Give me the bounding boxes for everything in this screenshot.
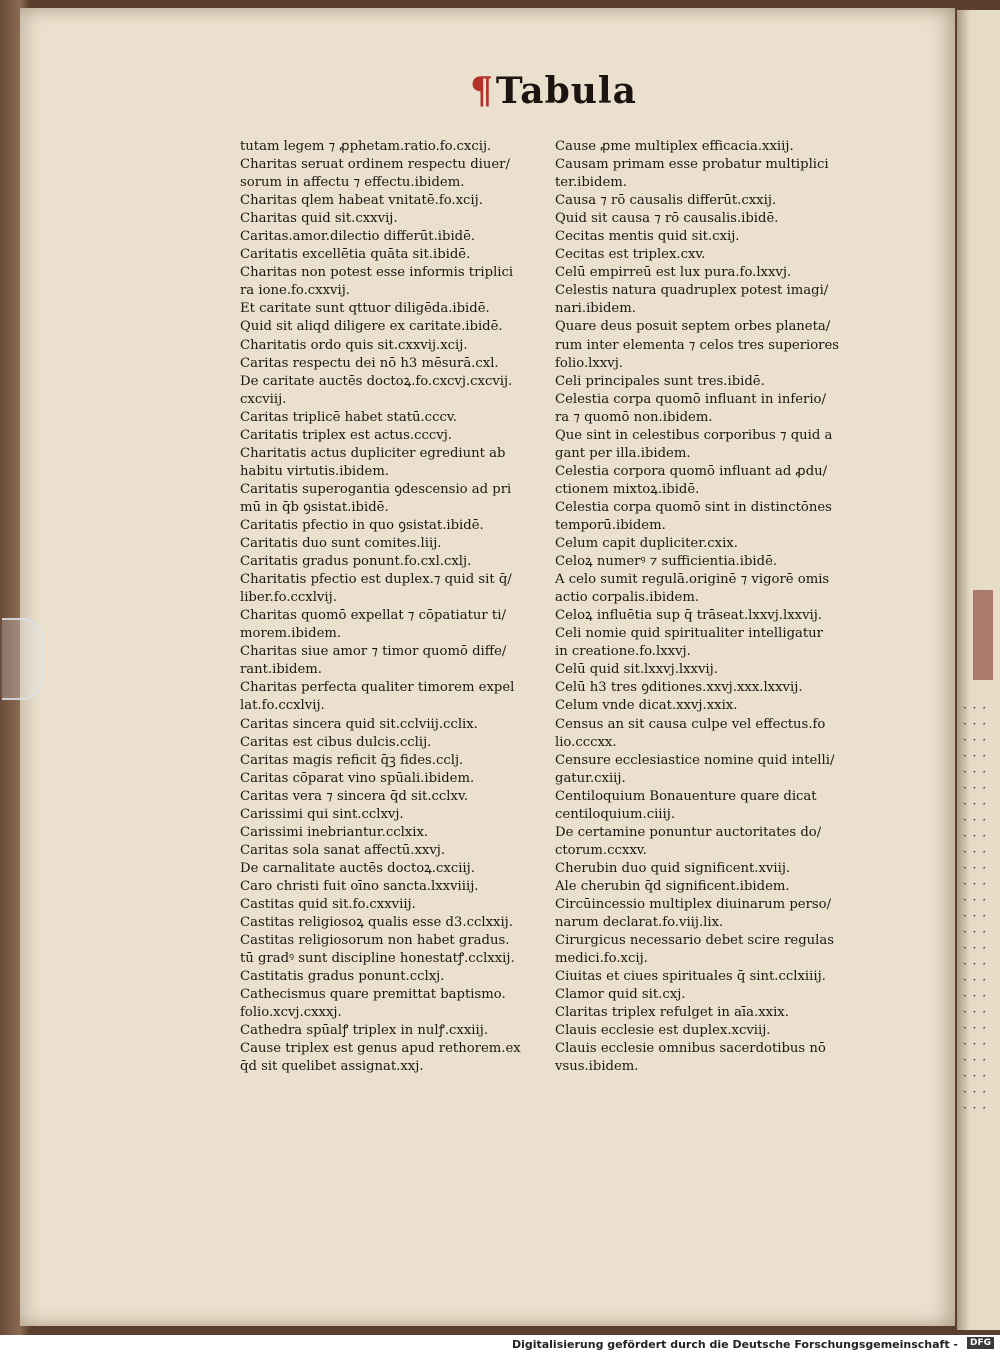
index-entry: Cecitas mentis quid sit.cxij. <box>555 229 740 245</box>
index-entry: nari.ibidem. <box>555 301 636 317</box>
index-entry: sorum in affectu ⁊ effectu.ibidem. <box>240 175 465 191</box>
index-entry: Ale cherubin q̄d significent.ibidem. <box>555 878 790 894</box>
index-entry: Cathecismus quare premittat baptismo. <box>240 987 506 1003</box>
index-entry: Caritas est cibus dulcis.cclij. <box>240 734 432 750</box>
index-entry: ra ione.fo.cxxvij. <box>240 283 350 299</box>
index-entry: Caritas sola sanat affectū.xxvj. <box>240 842 446 858</box>
index-entry: Charitas siue amor ⁊ timor quomō diffe/ <box>240 644 507 660</box>
index-entry: Celestia corpa quomō sint in distinctōnes <box>555 499 832 515</box>
dfg-logo: DFG <box>967 1337 994 1349</box>
index-entry: Charitatis actus dupliciter egrediunt ab <box>240 445 506 461</box>
index-entry: De caritate auctēs doctoꝝ.fo.cxcvj.cxcvij. <box>240 373 513 389</box>
index-entry: Charitas qlem habeat vnitatē.fo.xcij. <box>240 193 483 209</box>
index-entry: Charitatis ordo quis sit.cxxvij.xcij. <box>240 337 468 353</box>
index-entry: De carnalitate auctēs doctoꝝ.cxciij. <box>240 860 475 876</box>
index-entry: Centiloquium Bonauenture quare dicat <box>555 788 817 804</box>
page-clip <box>2 618 44 700</box>
index-entry: Caritas magis reficit q̄ꝫ fides.cclj. <box>240 752 464 768</box>
index-entry: folio.xcvj.cxxxj. <box>240 1005 342 1021</box>
index-entry: Celū quid sit.lxxvj.lxxvij. <box>555 662 718 678</box>
index-entry: ter.ibidem. <box>555 175 627 191</box>
index-entry: ctionem mixtoꝝ.ibidē. <box>555 481 700 497</box>
index-entry: Causa ⁊ rō causalis differūt.cxxij. <box>555 193 777 209</box>
index-entry: Charitas perfecta qualiter timorem expel <box>240 680 515 696</box>
index-entry: Charitas quid sit.cxxvij. <box>240 211 398 227</box>
page-heading <box>470 70 637 112</box>
index-entry: Caro christi fuit oīno sancta.lxxviiij. <box>240 878 479 894</box>
index-entry: narum declarat.fo.viij.lix. <box>555 915 724 931</box>
index-entry: ra ⁊ quomō non.ibidem. <box>555 409 713 425</box>
index-entry: Carissimi inebriantur.cclxix. <box>240 824 429 840</box>
index-entry: Que sint in celestibus corporibus ⁊ quid a <box>555 427 833 443</box>
index-entry: Celestia corpora quomō influant ad ꝓdu/ <box>555 463 828 479</box>
index-entry: gant per illa.ibidem. <box>555 445 691 461</box>
index-entry: Quare deus posuit septem orbes planeta/ <box>555 319 831 335</box>
index-entry: Celū h3 tres ꝯditiones.xxvj.xxx.lxxvij. <box>555 680 803 696</box>
index-entry: A celo sumit regulā.originē ⁊ vigorē omis <box>555 572 830 588</box>
index-entry: habitu virtutis.ibidem. <box>240 463 390 479</box>
footer-credit: Digitalisierung gefördert durch die Deutsche Forschungsgemeinschaft - <box>511 1338 958 1351</box>
index-entry: Ciuitas et ciues spirituales q̄ sint.cclxiiij. <box>555 969 826 985</box>
index-entry: rant.ibidem. <box>240 662 322 678</box>
index-entry: Quid sit causa ⁊ rō causalis.ibidē. <box>555 211 779 227</box>
index-entry: Cherubin duo quid significent.xviij. <box>555 860 791 876</box>
index-entry: Clamor quid sit.cxj. <box>555 987 686 1003</box>
index-entry: Caritas.amor.dilectio differūt.ibidē. <box>240 229 476 245</box>
index-entry: Caritatis pfectio in quo ꝯsistat.ibidē. <box>240 517 484 533</box>
index-entry: Caritatis gradus ponunt.fo.cxl.cxlj. <box>240 554 472 570</box>
heading-text: Tabula <box>495 70 637 112</box>
index-entry: mū in q̄b ꝯsistat.ibidē. <box>240 499 389 515</box>
index-entry: folio.lxxvj. <box>555 355 623 371</box>
index-entry: Cathedra spūalꝭ triplex in nulꝭ.cxxiij. <box>240 1023 489 1039</box>
index-entry: Celestia corpa quomō influant in inferio/ <box>555 391 826 407</box>
index-entry: Carissimi qui sint.cclxvj. <box>240 806 404 822</box>
index-entry: Caritas respectu dei nō h3 mēsurā.cxl. <box>240 355 499 371</box>
index-entry: in creatione.fo.lxxvj. <box>555 644 691 660</box>
index-entry: Celi principales sunt tres.ibidē. <box>555 373 765 389</box>
index-entry: Cirurgicus necessario debet scire regulas <box>555 933 834 949</box>
index-entry: Caritatis excellētia quāta sit.ibidē. <box>240 247 471 263</box>
index-entry: De certamine ponuntur auctoritates do/ <box>555 824 822 840</box>
index-entry: Clauis ecclesie omnibus sacerdotibus nō <box>555 1041 826 1057</box>
index-entry: q̄d sit quelibet assignat.xxj. <box>240 1059 424 1075</box>
index-entry: Celū empirreū est lux pura.fo.lxxvj. <box>555 265 792 281</box>
index-entry: Et caritate sunt qttuor diligēda.ibidē. <box>240 301 490 317</box>
index-entry: vsus.ibidem. <box>555 1059 639 1075</box>
index-entry: Claritas triplex refulget in aīa.xxix. <box>555 1005 789 1021</box>
index-entry: Caritatis duo sunt comites.liij. <box>240 536 442 552</box>
index-entry: cxcviij. <box>240 391 287 407</box>
index-entry: Censure ecclesiastice nomine quid intelli/ <box>555 752 835 768</box>
index-entry: Charitas quomō expellat ⁊ cōpatiatur ti/ <box>240 608 506 624</box>
index-entry: Census an sit causa culpe vel effectus.fo <box>555 716 826 732</box>
index-entry: Charitas seruat ordinem respectu diuer/ <box>240 157 510 173</box>
index-entry: gatur.cxiij. <box>555 770 626 786</box>
index-entry: liber.fo.ccxlvij. <box>240 590 337 606</box>
index-entry: ctorum.ccxxv. <box>555 842 647 858</box>
rubric-pilcrow: ¶ <box>470 70 494 112</box>
red-bookmark <box>973 590 993 680</box>
index-entry: Castitas religiosorum non habet gradus. <box>240 933 510 949</box>
right-index-column <box>555 138 885 1076</box>
index-entry: lio.cccxx. <box>555 734 617 750</box>
index-entry: Celum capit dupliciter.cxix. <box>555 536 738 552</box>
index-entry: Caritas triplicē habet statū.cccv. <box>240 409 457 425</box>
index-entry: morem.ibidem. <box>240 626 342 642</box>
index-entry: Celoꝝ numerꝰ ⁊ sufficientia.ibidē. <box>555 554 778 570</box>
index-entry: medici.fo.xcij. <box>555 951 648 967</box>
index-entry: Cecitas est triplex.cxv. <box>555 247 706 263</box>
index-entry: Causam primam esse probatur multiplici <box>555 157 829 173</box>
index-entry: temporū.ibidem. <box>555 517 666 533</box>
index-entry: Charitatis pfectio est duplex.⁊ quid sit q̄/ <box>240 572 512 588</box>
index-entry: Caritas cōparat vino spūali.ibidem. <box>240 770 475 786</box>
index-entry: tū gradꝰ sunt discipline honestatꝭ.cclxxij. <box>240 951 515 967</box>
index-entry: Castitatis gradus ponunt.cclxj. <box>240 969 445 985</box>
index-entry: Cause ꝓme multiplex efficacia.xxiij. <box>555 139 794 154</box>
index-entry: Celestis natura quadruplex potest imagi/ <box>555 283 829 299</box>
index-entry: Celum vnde dicat.xxvj.xxix. <box>555 698 738 714</box>
index-entry: Clauis ecclesie est duplex.xcviij. <box>555 1023 771 1039</box>
index-entry: Caritatis triplex est actus.cccvj. <box>240 427 452 443</box>
index-entry: Charitas non potest esse informis triplici <box>240 265 514 281</box>
index-entry: actio corpalis.ibidem. <box>555 590 700 606</box>
index-entry: tutam legem ⁊ ꝓphetam.ratio.fo.cxcij. <box>240 139 492 154</box>
left-index-column <box>240 138 570 1076</box>
index-entry: Quid sit aliqd diligere ex caritate.ibidē. <box>240 319 503 335</box>
index-entry: lat.fo.ccxlvij. <box>240 698 325 714</box>
facing-page-text-fragment: · · · · · · · · · · · · · · · · · · · · · · · · · · · · · · · · · · · · · · · · · · · · · · · · · · · · · · · · · · · · · · · · · · · · · · · · · · · · · · <box>963 701 988 1115</box>
index-entry: Caritas sincera quid sit.cclviij.cclix. <box>240 716 478 732</box>
index-entry: centiloquium.ciiij. <box>555 806 676 822</box>
index-entry: Celoꝝ influētia sup q̄ trāseat.lxxvj.lxxvij. <box>555 608 823 624</box>
index-entry: Celi nomie quid spiritualiter intelligatur <box>555 626 823 642</box>
index-entry: Circūincessio multiplex diuinarum perso/ <box>555 896 832 912</box>
index-entry: Castitas quid sit.fo.cxxviij. <box>240 896 416 912</box>
index-entry: Castitas religiosoꝝ qualis esse d3.cclxxij. <box>240 915 513 931</box>
index-entry: Caritatis superogantia ꝯdescensio ad pri <box>240 481 512 497</box>
index-entry: Caritas vera ⁊ sincera q̄d sit.cclxv. <box>240 788 469 804</box>
index-entry: Cause triplex est genus apud rethorem.ex <box>240 1041 521 1057</box>
index-entry: rum inter elementa ⁊ celos tres superiores <box>555 337 840 353</box>
